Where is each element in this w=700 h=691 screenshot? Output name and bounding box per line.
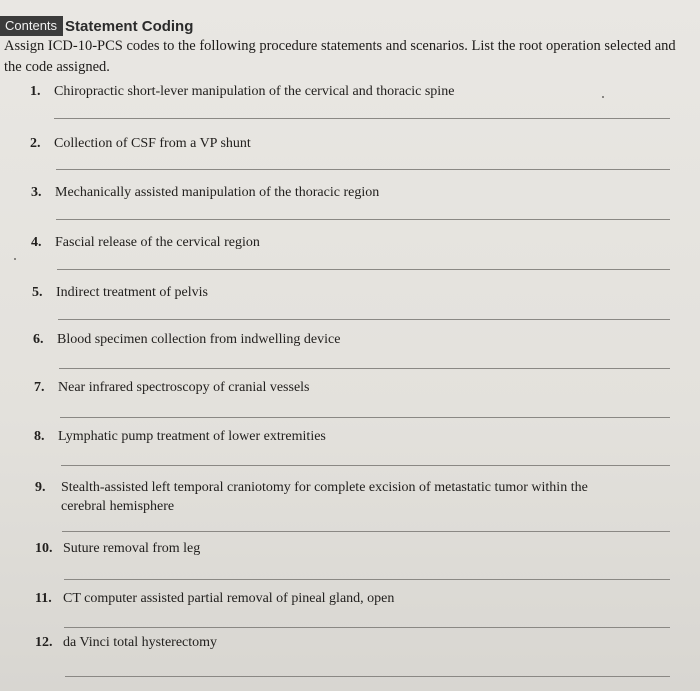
item-text: Mechanically assisted manipulation of the thoracic region [55, 185, 380, 200]
item-text: Chiropractic short-lever manipulation of the cervical and thoracic spine [54, 84, 455, 99]
answer-line[interactable] [60, 417, 670, 418]
list-item [30, 84, 454, 100]
list-item [32, 285, 208, 301]
list-item [34, 380, 310, 396]
header-bar [0, 16, 193, 36]
list-item [34, 429, 326, 445]
list-item [31, 235, 260, 251]
item-number: 4. [31, 235, 42, 250]
answer-line[interactable] [57, 269, 670, 270]
item-text: Suture removal from leg [63, 541, 201, 556]
item-text: Lymphatic pump treatment of lower extremities [58, 429, 326, 444]
list-item [33, 332, 340, 348]
answer-line[interactable] [65, 676, 670, 677]
item-number: 1. [30, 84, 41, 99]
item-text: Stealth-assisted left temporal craniotomy for complete excision of metastatic tumor within the cerebral hemisphere [61, 480, 588, 514]
item-number: 11. [35, 591, 52, 606]
answer-line[interactable] [64, 579, 670, 580]
answer-line[interactable] [64, 627, 670, 628]
answer-line[interactable] [56, 169, 670, 170]
item-number: 12. [35, 635, 53, 650]
item-text: CT computer assisted partial removal of pineal gland, open [63, 591, 395, 606]
item-text: Collection of CSF from a VP shunt [54, 136, 251, 151]
item-number: 9. [35, 480, 46, 495]
answer-line[interactable] [54, 118, 670, 119]
item-number: 6. [33, 332, 44, 347]
item-number: 3. [31, 185, 42, 200]
item-text: Indirect treatment of pelvis [56, 285, 208, 300]
list-item [35, 478, 635, 516]
answer-line[interactable] [56, 219, 670, 220]
list-item [35, 541, 200, 557]
list-item [31, 185, 379, 201]
list-item [35, 635, 217, 651]
paper-speck [14, 258, 16, 260]
item-text: Blood specimen collection from indwelling device [57, 332, 341, 347]
item-text: Fascial release of the cervical region [55, 235, 260, 250]
page-title: Statement Coding [65, 17, 194, 35]
answer-line[interactable] [59, 368, 670, 369]
item-number: 7. [34, 380, 45, 395]
answer-line[interactable] [62, 531, 670, 532]
answer-line[interactable] [58, 319, 670, 320]
paper-speck [602, 96, 604, 98]
item-number: 8. [34, 429, 45, 444]
item-text: Near infrared spectroscopy of cranial vessels [58, 380, 310, 395]
contents-tab[interactable]: Contents [0, 16, 63, 36]
answer-line[interactable] [61, 465, 670, 466]
item-number: 5. [32, 285, 43, 300]
item-text: da Vinci total hysterectomy [63, 635, 218, 650]
item-number: 10. [35, 541, 53, 556]
instructions-text: Assign ICD-10-PCS codes to the following procedure statements and scenarios. List the root operation selected and the code assigned. [4, 38, 676, 75]
list-item [30, 136, 251, 152]
item-number: 2. [30, 136, 41, 151]
list-item [35, 591, 394, 607]
